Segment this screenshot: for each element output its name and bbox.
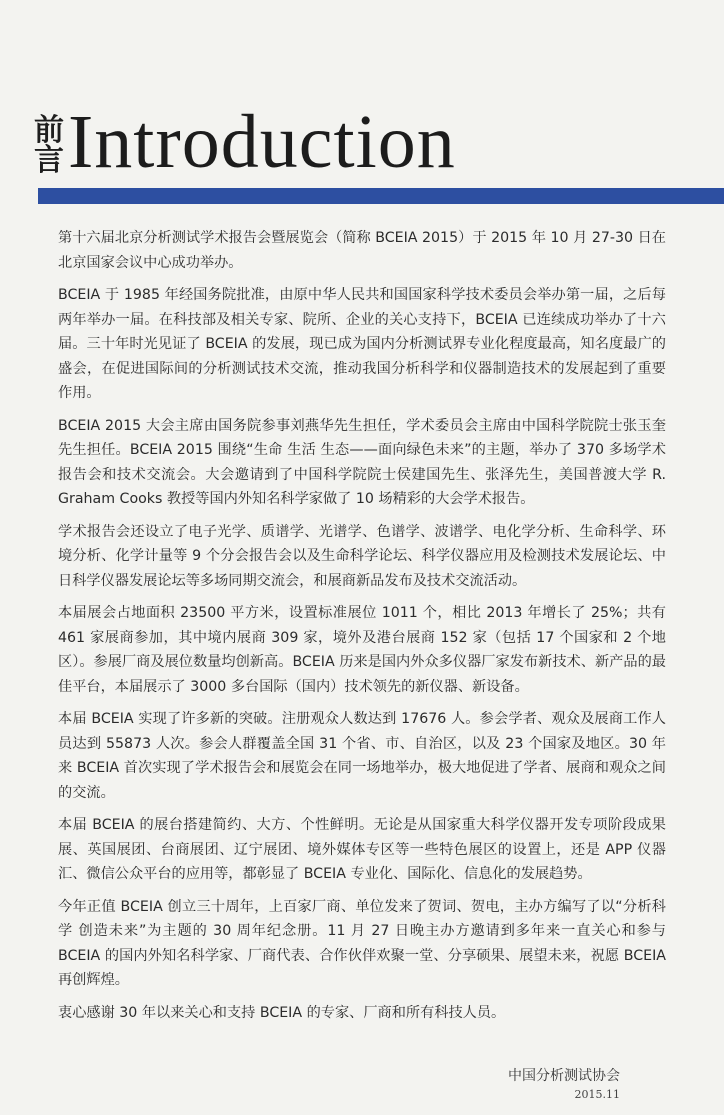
signature-organization: 中国分析测试协会 <box>508 1068 620 1084</box>
signature-block <box>508 1066 620 1104</box>
paragraph-1: 第十六届北京分析测试学术报告会暨展览会（简称 BCEIA 2015）于 2015 年 10 月 27-30 日在北京国家会议中心成功举办。 <box>58 230 666 271</box>
english-title: Introduction <box>68 100 456 184</box>
paragraph-7: 本届 BCEIA 的展台搭建简约、大方、个性鲜明。无论是从国家重大科学仪器开发专项阶段成果展、英国展团、台商展团、辽宁展团、境外媒体专区等一些特色展区的设置上，还是 APP 仪器汇、微信公众平台的应用等，都彰显了 BCEIA 专业化、国际化、信息化的发展趋势。 <box>58 817 666 882</box>
page-heading <box>34 100 456 184</box>
chinese-title <box>34 113 64 178</box>
chinese-title-char-1: 前 <box>34 113 64 148</box>
paragraph-4: 学术报告会还设立了电子光学、质谱学、光谱学、色谱学、波谱学、电化学分析、生命科学、环境分析、化学计量等 9 个分会报告会以及生命科学论坛、科学仪器应用及检测技术发展论坛、中日科学仪器发展论坛等多场同期交流会，和展商新品发布及技术交流活动。 <box>58 523 666 589</box>
paragraph-9: 衷心感谢 30 年以来关心和支持 BCEIA 的专家、厂商和所有科技人员。 <box>58 1004 506 1021</box>
paragraph-3: BCEIA 2015 大会主席由国务院参事刘燕华先生担任，学术委员会主席由中国科学院院士张玉奎先生担任。BCEIA 2015 围绕“生命 生活 生态——面向绿色未来”的主题，举办了 370 多场学术报告会和技术交流会。大会邀请到了中国科学院院士侯建国先生、张泽先生，美国普渡大学 R. Graham Cooks 教授等国内外知名科学家做了 10 场精彩的大会学术报告。 <box>58 417 666 507</box>
paragraph-2: BCEIA 于 1985 年经国务院批准，由原中华人民共和国国家科学技术委员会举办第一届，之后每两年举办一届。在科技部及相关专家、院所、企业的关心支持下，BCEIA 已连续成功举办了十六届。三十年时光见证了 BCEIA 的发展，现已成为国内分析测试界专业化程度最高，知名度最广的盛会，在促进国际间的分析测试技术交流，推动我国分析科学和仪器制造技术的发展起到了重要作用。 <box>58 287 666 401</box>
paragraph-6: 本届 BCEIA 实现了许多新的突破。注册观众人数达到 17676 人。参会学者、观众及展商工作人员达到 55873 人次。参会人群覆盖全国 31 个省、市、自治区，以及 23 个国家及地区。30 年来 BCEIA 首次实现了学术报告会和展览会在同一场地举办，极大地促进了学者、展商和观众之间的交流。 <box>58 711 666 801</box>
paragraph-5: 本届展会占地面积 23500 平方米，设置标准展位 1011 个，相比 2013 年增长了 25%；共有 461 家展商参加，其中境内展商 309 家，境外及港台展商 152 家（包括 17 个国家和 2 个地区）。参展厂商及展位数量均创新高。BCEIA 历来是国内外众多仪器厂家发布新技术、新产品的最佳平台，本届展示了 3000 多台国际（国内）技术领先的新仪器、新设备。 <box>58 605 666 695</box>
signature-date: 2015.11 <box>574 1088 620 1101</box>
paragraph-8: 今年正值 BCEIA 创立三十周年，上百家厂商、单位发来了贺词、贺电，主办方编写了以“分析科学 创造未来”为主题的 30 周年纪念册。11 月 27 日晚主办方邀请到多年来一直关心和参与 BCEIA 的国内外知名科学家、厂商代表、合作伙伴欢聚一堂、分享硕果、展望未来，祝愿 BCEIA 再创辉煌。 <box>58 898 666 988</box>
title-divider-bar <box>38 188 724 204</box>
body-text <box>58 226 666 1033</box>
chinese-title-char-2: 言 <box>34 143 64 178</box>
